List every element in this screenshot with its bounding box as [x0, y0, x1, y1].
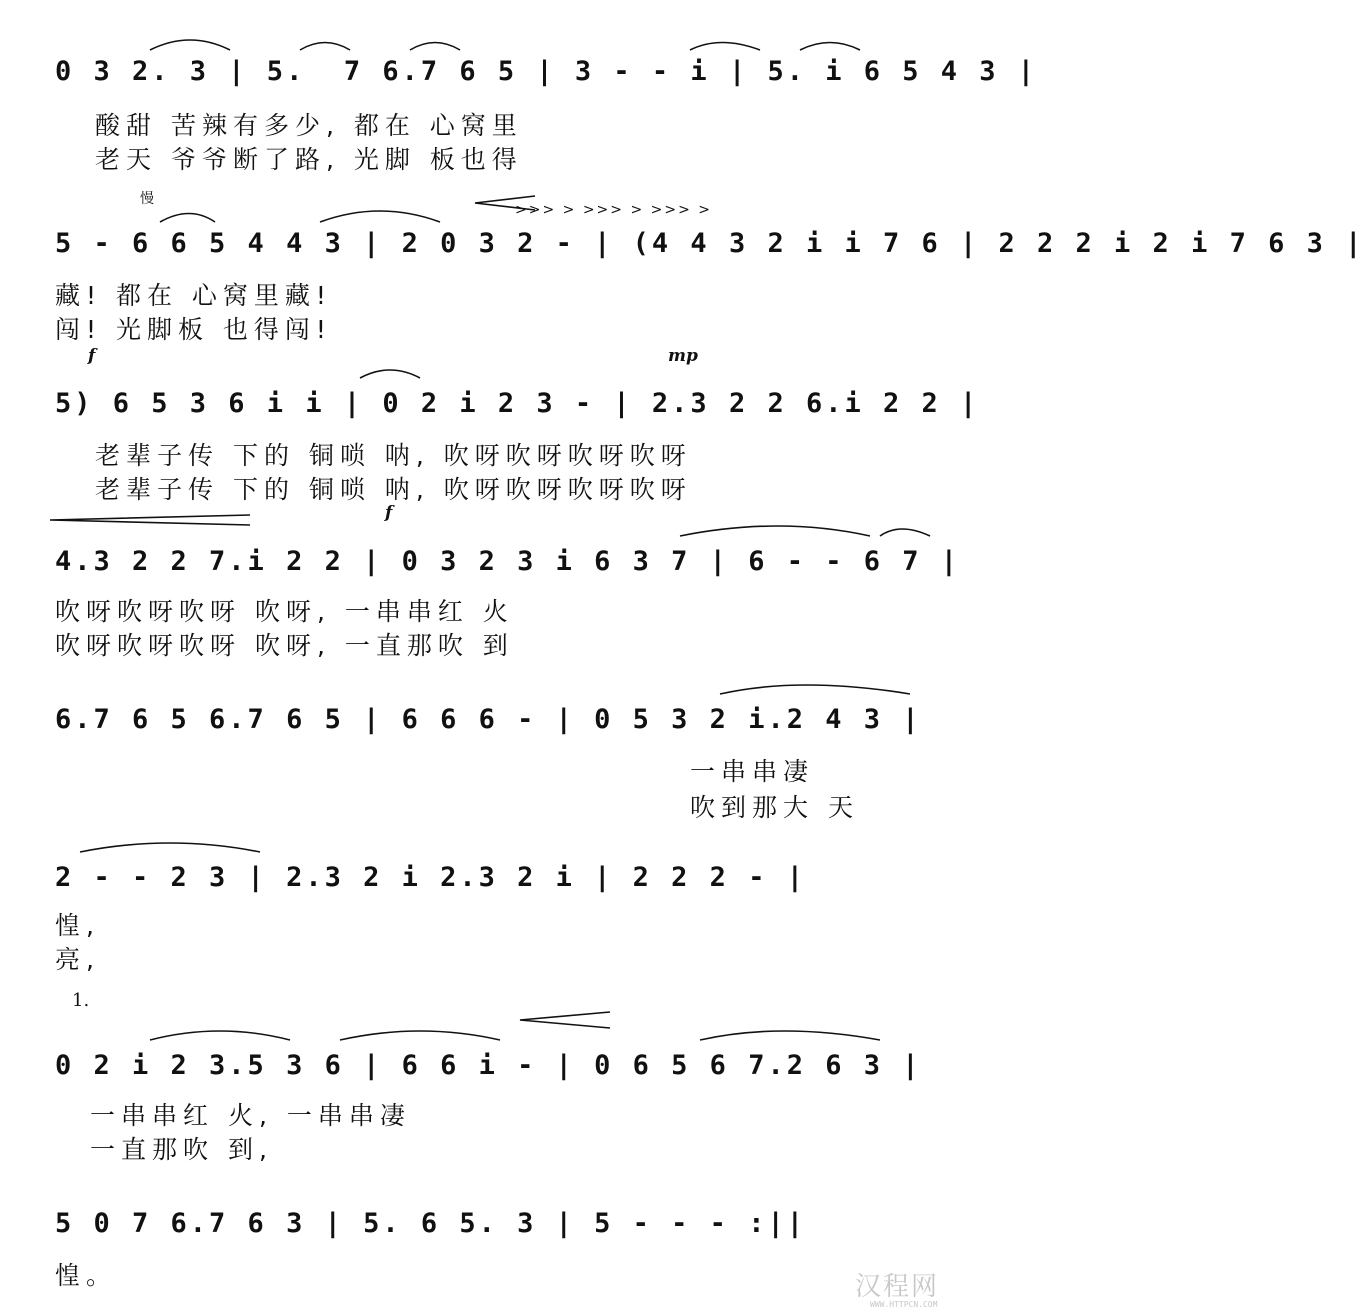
- lyric-line-2b: 闯! 光脚板 也得闯!: [55, 315, 332, 344]
- score-line-3: 5) 6 5 3 6 i i | 0 2 i 2 3 - | 2.3 2 2 6.i 2 2 |: [55, 388, 980, 419]
- lyric-line-2a: 藏! 都在 心窝里藏!: [55, 281, 332, 310]
- score-line-7: 0 2 i 2 3.5 3 6 | 6 6 i - | 0 6 5 6 7.2 6 3 |: [55, 1050, 922, 1081]
- lyric-line-3b: 老辈子传 下的 铜唢 呐, 吹呀吹呀吹呀吹呀: [95, 475, 692, 504]
- tempo-mark: 慢: [140, 191, 154, 207]
- lyric-line-6a: 惶,: [55, 911, 100, 940]
- lyric-line-5b: 吹到那大 天: [690, 793, 859, 822]
- lyric-line-7a: 一串串红 火, 一串串凄: [90, 1101, 411, 1130]
- volta-mark: 1.: [72, 990, 90, 1011]
- lyric-line-1a: 酸甜 苦辣有多少, 都在 心窝里: [95, 111, 523, 140]
- lyric-line-4a: 吹呀吹呀吹呀 吹呀, 一串串红 火: [55, 597, 514, 626]
- lyric-line-1b: 老天 爷爷断了路, 光脚 板也得: [95, 145, 523, 174]
- score-line-5: 6.7 6 5 6.7 6 5 | 6 6 6 - | 0 5 3 2 i.2 4 3 |: [55, 704, 922, 735]
- lyric-line-3a: 老辈子传 下的 铜唢 呐, 吹呀吹呀吹呀吹呀: [95, 441, 692, 470]
- dynamic-f-1: f: [88, 346, 96, 366]
- watermark-logo: 汉程网: [855, 1272, 940, 1302]
- score-line-1: 0 3 2. 3 | 5. 7 6.7 6 5 | 3 - - i | 5. i 6 5 4 3 |: [55, 56, 1038, 87]
- score-line-6: 2 - - 2 3 | 2.3 2 i 2.3 2 i | 2 2 2 - |: [55, 862, 806, 893]
- lyric-line-7b: 一直那吹 到,: [90, 1135, 273, 1164]
- score-line-4: 4.3 2 2 7.i 2 2 | 0 3 2 3 i 6 3 7 | 6 - - 6 7 |: [55, 546, 961, 577]
- score-line-8: 5 0 7 6.7 6 3 | 5. 6 5. 3 | 5 - - - :||: [55, 1208, 806, 1239]
- lyric-line-5a: 一串串凄: [690, 757, 815, 786]
- lyric-line-4b: 吹呀吹呀吹呀 吹呀, 一直那吹 到: [55, 631, 514, 660]
- accent-marks: >>> > >>> > >>> >: [515, 202, 713, 218]
- dynamic-mp: mp: [668, 346, 698, 366]
- watermark-url: WWW.HTTPCN.COM: [870, 1300, 938, 1309]
- lyric-line-6b: 亮,: [55, 945, 100, 974]
- score-line-2: 5 - 6 6 5 4 4 3 | 2 0 3 2 - | (4 4 3 2 i i 7 6 | 2 2 2 i 2 i 7 6 3 |: [55, 228, 1364, 259]
- lyric-line-8a: 惶。: [55, 1261, 118, 1290]
- dynamic-f-2: f: [385, 503, 393, 523]
